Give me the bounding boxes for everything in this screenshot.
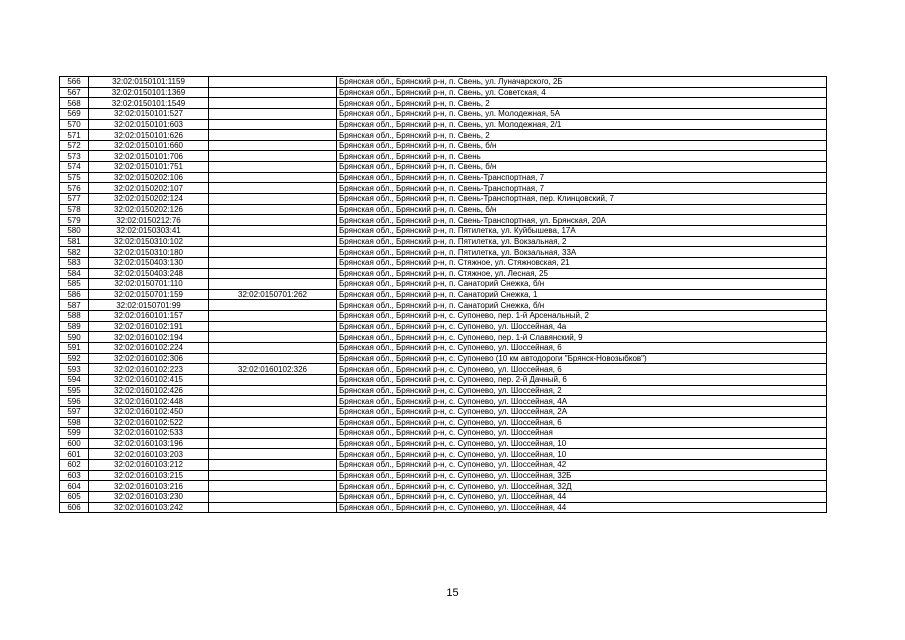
address-cell: Брянская обл., Брянский р-н, п. Свень, ул. Советская, 4 — [337, 87, 827, 98]
table-row — [60, 77, 827, 88]
cadastral-number-cell: 32:02:0150101:626 — [89, 130, 209, 141]
table-row — [60, 438, 827, 449]
linked-cadastral-number-cell — [209, 332, 337, 343]
address-cell: Брянская обл., Брянский р-н, с. Супонево, ул. Шоссейная, 4А — [337, 396, 827, 407]
row-number-cell: 583 — [60, 257, 89, 268]
row-number-cell: 593 — [60, 364, 89, 375]
table-row — [60, 194, 827, 205]
address-cell: Брянская обл., Брянский р-н, п. Свень, б/н — [337, 162, 827, 173]
address-cell: Брянская обл., Брянский р-н, п. Свень, ул. Молодежная, 5А — [337, 108, 827, 119]
linked-cadastral-number-cell — [209, 417, 337, 428]
cadastral-number-cell: 32:02:0160103:230 — [89, 491, 209, 502]
table-row — [60, 364, 827, 375]
table-row — [60, 215, 827, 226]
cadastral-number-cell: 32:02:0160101:157 — [89, 311, 209, 322]
address-cell: Брянская обл., Брянский р-н, п. Санаторий Снежка, 1 — [337, 289, 827, 300]
row-number-cell: 584 — [60, 268, 89, 279]
linked-cadastral-number-cell — [209, 491, 337, 502]
cadastral-number-cell: 32:02:0160102:450 — [89, 406, 209, 417]
row-number-cell: 574 — [60, 162, 89, 173]
row-number-cell: 580 — [60, 225, 89, 236]
row-number-cell: 575 — [60, 172, 89, 183]
row-number-cell: 592 — [60, 353, 89, 364]
cadastral-number-cell: 32:02:0150101:1549 — [89, 98, 209, 109]
page-number: 15 — [446, 587, 459, 599]
linked-cadastral-number-cell — [209, 183, 337, 194]
table-row — [60, 204, 827, 215]
cadastral-number-cell: 32:02:0150101:603 — [89, 119, 209, 130]
table-body — [60, 77, 827, 513]
row-number-cell: 581 — [60, 236, 89, 247]
table-row — [60, 385, 827, 396]
cadastral-number-cell: 32:02:0150403:248 — [89, 268, 209, 279]
address-cell: Брянская обл., Брянский р-н, п. Стяжное, ул. Лесная, 25 — [337, 268, 827, 279]
row-number-cell: 606 — [60, 502, 89, 513]
address-cell: Брянская обл., Брянский р-н, п. Свень-Транспортная, пер. Клинцовский, 7 — [337, 194, 827, 205]
cadastral-number-cell: 32:02:0160102:426 — [89, 385, 209, 396]
cadastral-number-cell: 32:02:0160102:223 — [89, 364, 209, 375]
address-cell: Брянская обл., Брянский р-н, с. Супонево, ул. Шоссейная, 4а — [337, 321, 827, 332]
linked-cadastral-number-cell — [209, 279, 337, 290]
linked-cadastral-number-cell — [209, 406, 337, 417]
row-number-cell: 576 — [60, 183, 89, 194]
row-number-cell: 589 — [60, 321, 89, 332]
linked-cadastral-number-cell — [209, 130, 337, 141]
row-number-cell: 572 — [60, 140, 89, 151]
cadastral-number-cell: 32:02:0150202:124 — [89, 194, 209, 205]
address-cell: Брянская обл., Брянский р-н, с. Супонево, ул. Шоссейная, 2А — [337, 406, 827, 417]
address-cell: Брянская обл., Брянский р-н, п. Свень, б/н — [337, 140, 827, 151]
table-row — [60, 183, 827, 194]
table-row — [60, 502, 827, 513]
cadastral-number-cell: 32:02:0160102:522 — [89, 417, 209, 428]
linked-cadastral-number-cell — [209, 87, 337, 98]
cadastral-number-cell: 32:02:0150101:1159 — [89, 77, 209, 88]
linked-cadastral-number-cell — [209, 502, 337, 513]
row-number-cell: 585 — [60, 279, 89, 290]
table-row — [60, 119, 827, 130]
table-row — [60, 130, 827, 141]
address-cell: Брянская обл., Брянский р-н, с. Супонево (10 км автодороги "Брянск-Новозыбков") — [337, 353, 827, 364]
address-cell: Брянская обл., Брянский р-н, с. Супонево, ул. Шоссейная, 6 — [337, 417, 827, 428]
linked-cadastral-number-cell — [209, 343, 337, 354]
linked-cadastral-number-cell — [209, 428, 337, 439]
cadastral-number-cell: 32:02:0150101:706 — [89, 151, 209, 162]
table-row — [60, 321, 827, 332]
address-cell: Брянская обл., Брянский р-н, п. Свень, б/н — [337, 204, 827, 215]
linked-cadastral-number-cell — [209, 247, 337, 258]
linked-cadastral-number-cell — [209, 194, 337, 205]
cadastral-number-cell: 32:02:0150701:99 — [89, 300, 209, 311]
cadastral-number-cell: 32:02:0160102:191 — [89, 321, 209, 332]
table-row — [60, 268, 827, 279]
table-row — [60, 353, 827, 364]
address-cell: Брянская обл., Брянский р-н, с. Супонево, ул. Шоссейная, 10 — [337, 438, 827, 449]
linked-cadastral-number-cell — [209, 470, 337, 481]
cadastral-number-cell: 32:02:0160102:533 — [89, 428, 209, 439]
table-row — [60, 236, 827, 247]
row-number-cell: 586 — [60, 289, 89, 300]
table-row — [60, 343, 827, 354]
row-number-cell: 591 — [60, 343, 89, 354]
linked-cadastral-number-cell — [209, 321, 337, 332]
table-row — [60, 225, 827, 236]
address-cell: Брянская обл., Брянский р-н, п. Пятилетка, ул. Вокзальная, 33А — [337, 247, 827, 258]
cadastral-number-cell: 32:02:0160103:215 — [89, 470, 209, 481]
linked-cadastral-number-cell — [209, 204, 337, 215]
linked-cadastral-number-cell — [209, 172, 337, 183]
row-number-cell: 601 — [60, 449, 89, 460]
row-number-cell: 596 — [60, 396, 89, 407]
row-number-cell: 595 — [60, 385, 89, 396]
cadastral-number-cell: 32:02:0150101:527 — [89, 108, 209, 119]
cadastral-number-cell: 32:02:0150701:159 — [89, 289, 209, 300]
table-row — [60, 98, 827, 109]
address-cell: Брянская обл., Брянский р-н, п. Свень — [337, 151, 827, 162]
address-cell: Брянская обл., Брянский р-н, п. Свень, 2 — [337, 130, 827, 141]
linked-cadastral-number-cell — [209, 236, 337, 247]
cadastral-number-cell: 32:02:0150403:130 — [89, 257, 209, 268]
linked-cadastral-number-cell — [209, 98, 337, 109]
row-number-cell: 600 — [60, 438, 89, 449]
cadastral-number-cell: 32:02:0150701:110 — [89, 279, 209, 290]
address-cell: Брянская обл., Брянский р-н, с. Супонево, ул. Шоссейная, 42 — [337, 460, 827, 471]
row-number-cell: 566 — [60, 77, 89, 88]
cadastral-number-cell: 32:02:0160103:216 — [89, 481, 209, 492]
row-number-cell: 597 — [60, 406, 89, 417]
table-row — [60, 289, 827, 300]
cadastral-number-cell: 32:02:0150202:107 — [89, 183, 209, 194]
row-number-cell: 578 — [60, 204, 89, 215]
linked-cadastral-number-cell — [209, 215, 337, 226]
linked-cadastral-number-cell — [209, 300, 337, 311]
table-row — [60, 162, 827, 173]
row-number-cell: 604 — [60, 481, 89, 492]
cadastral-number-cell: 32:02:0150202:106 — [89, 172, 209, 183]
table-row — [60, 151, 827, 162]
address-cell: Брянская обл., Брянский р-н, с. Супонево, ул. Шоссейная, 6 — [337, 364, 827, 375]
table-row — [60, 374, 827, 385]
row-number-cell: 587 — [60, 300, 89, 311]
linked-cadastral-number-cell — [209, 449, 337, 460]
row-number-cell: 602 — [60, 460, 89, 471]
address-cell: Брянская обл., Брянский р-н, п. Пятилетка, ул. Вокзальная, 2 — [337, 236, 827, 247]
address-cell: Брянская обл., Брянский р-н, п. Свень, ул. Молодежная, 2/1 — [337, 119, 827, 130]
linked-cadastral-number-cell — [209, 353, 337, 364]
address-cell: Брянская обл., Брянский р-н, п. Свень-Транспортная, 7 — [337, 183, 827, 194]
address-cell: Брянская обл., Брянский р-н, с. Супонево, ул. Шоссейная — [337, 428, 827, 439]
table-row — [60, 470, 827, 481]
row-number-cell: 605 — [60, 491, 89, 502]
linked-cadastral-number-cell — [209, 119, 337, 130]
cadastral-number-cell: 32:02:0150212:76 — [89, 215, 209, 226]
linked-cadastral-number-cell — [209, 151, 337, 162]
address-cell: Брянская обл., Брянский р-н, п. Санаторий Снежка, б/н — [337, 279, 827, 290]
row-number-cell: 567 — [60, 87, 89, 98]
cadastral-number-cell: 32:02:0150310:102 — [89, 236, 209, 247]
row-number-cell: 579 — [60, 215, 89, 226]
cadastral-number-cell: 32:02:0160103:203 — [89, 449, 209, 460]
table-row — [60, 396, 827, 407]
address-cell: Брянская обл., Брянский р-н, с. Супонево, ул. Шоссейная, 44 — [337, 502, 827, 513]
linked-cadastral-number-cell — [209, 140, 337, 151]
table-row — [60, 257, 827, 268]
cadastral-number-cell: 32:02:0160102:306 — [89, 353, 209, 364]
row-number-cell: 573 — [60, 151, 89, 162]
linked-cadastral-number-cell — [209, 396, 337, 407]
address-cell: Брянская обл., Брянский р-н, п. Свень-Транспортная, 7 — [337, 172, 827, 183]
address-cell: Брянская обл., Брянский р-н, с. Супонево, ул. Шоссейная, 2 — [337, 385, 827, 396]
linked-cadastral-number-cell — [209, 225, 337, 236]
table-row — [60, 108, 827, 119]
address-cell: Брянская обл., Брянский р-н, п. Свень-Транспортная, ул. Брянская, 20А — [337, 215, 827, 226]
linked-cadastral-number-cell — [209, 385, 337, 396]
cadastral-number-cell: 32:02:0160102:194 — [89, 332, 209, 343]
property-register-table — [59, 76, 827, 513]
linked-cadastral-number-cell: 32:02:0150701:262 — [209, 289, 337, 300]
address-cell: Брянская обл., Брянский р-н, с. Супонево, пер. 1-й Арсенальный, 2 — [337, 311, 827, 322]
cadastral-number-cell: 32:02:0150101:751 — [89, 162, 209, 173]
table-row — [60, 87, 827, 98]
table-row — [60, 460, 827, 471]
cadastral-number-cell: 32:02:0160102:448 — [89, 396, 209, 407]
table-row — [60, 417, 827, 428]
address-cell: Брянская обл., Брянский р-н, с. Супонево, ул. Шоссейная, 32Д — [337, 481, 827, 492]
address-cell: Брянская обл., Брянский р-н, п. Свень, 2 — [337, 98, 827, 109]
row-number-cell: 603 — [60, 470, 89, 481]
cadastral-number-cell: 32:02:0160102:224 — [89, 343, 209, 354]
table-row — [60, 481, 827, 492]
cadastral-number-cell: 32:02:0150101:660 — [89, 140, 209, 151]
linked-cadastral-number-cell — [209, 268, 337, 279]
row-number-cell: 598 — [60, 417, 89, 428]
table-row — [60, 491, 827, 502]
linked-cadastral-number-cell — [209, 162, 337, 173]
row-number-cell: 570 — [60, 119, 89, 130]
cadastral-number-cell: 32:02:0150310:180 — [89, 247, 209, 258]
cadastral-number-cell: 32:02:0160103:242 — [89, 502, 209, 513]
table-row — [60, 172, 827, 183]
table-row — [60, 279, 827, 290]
cadastral-number-cell: 32:02:0150101:1369 — [89, 87, 209, 98]
address-cell: Брянская обл., Брянский р-н, п. Стяжное, ул. Стяжновская, 21 — [337, 257, 827, 268]
address-cell: Брянская обл., Брянский р-н, с. Супонево, ул. Шоссейная, 44 — [337, 491, 827, 502]
linked-cadastral-number-cell — [209, 311, 337, 322]
linked-cadastral-number-cell — [209, 460, 337, 471]
row-number-cell: 568 — [60, 98, 89, 109]
table-row — [60, 406, 827, 417]
table-row — [60, 247, 827, 258]
table-row — [60, 449, 827, 460]
linked-cadastral-number-cell — [209, 481, 337, 492]
table-row — [60, 428, 827, 439]
cadastral-number-cell: 32:02:0160102:415 — [89, 374, 209, 385]
address-cell: Брянская обл., Брянский р-н, п. Свень, ул. Луначарского, 2Б — [337, 77, 827, 88]
row-number-cell: 577 — [60, 194, 89, 205]
row-number-cell: 582 — [60, 247, 89, 258]
row-number-cell: 569 — [60, 108, 89, 119]
address-cell: Брянская обл., Брянский р-н, п. Санаторий Снежка, б/н — [337, 300, 827, 311]
row-number-cell: 599 — [60, 428, 89, 439]
address-cell: Брянская обл., Брянский р-н, с. Супонево, ул. Шоссейная, 10 — [337, 449, 827, 460]
cadastral-number-cell: 32:02:0160103:196 — [89, 438, 209, 449]
row-number-cell: 571 — [60, 130, 89, 141]
table-row — [60, 140, 827, 151]
address-cell: Брянская обл., Брянский р-н, с. Супонево, пер. 1-й Славянский, 9 — [337, 332, 827, 343]
linked-cadastral-number-cell — [209, 257, 337, 268]
cadastral-number-cell: 32:02:0150202:126 — [89, 204, 209, 215]
address-cell: Брянская обл., Брянский р-н, п. Пятилетка, ул. Куйбышева, 17А — [337, 225, 827, 236]
table-row — [60, 332, 827, 343]
linked-cadastral-number-cell: 32:02:0160102:326 — [209, 364, 337, 375]
linked-cadastral-number-cell — [209, 108, 337, 119]
cadastral-number-cell: 32:02:0160103:212 — [89, 460, 209, 471]
linked-cadastral-number-cell — [209, 438, 337, 449]
address-cell: Брянская обл., Брянский р-н, с. Супонево, ул. Шоссейная, 32Б — [337, 470, 827, 481]
table-row — [60, 300, 827, 311]
cadastral-number-cell: 32:02:0150303:41 — [89, 225, 209, 236]
address-cell: Брянская обл., Брянский р-н, с. Супонево, пер. 2-й Дачный, 6 — [337, 374, 827, 385]
linked-cadastral-number-cell — [209, 77, 337, 88]
row-number-cell: 588 — [60, 311, 89, 322]
table-row — [60, 311, 827, 322]
row-number-cell: 590 — [60, 332, 89, 343]
row-number-cell: 594 — [60, 374, 89, 385]
linked-cadastral-number-cell — [209, 374, 337, 385]
address-cell: Брянская обл., Брянский р-н, с. Супонево, ул. Шоссейная, 6 — [337, 343, 827, 354]
